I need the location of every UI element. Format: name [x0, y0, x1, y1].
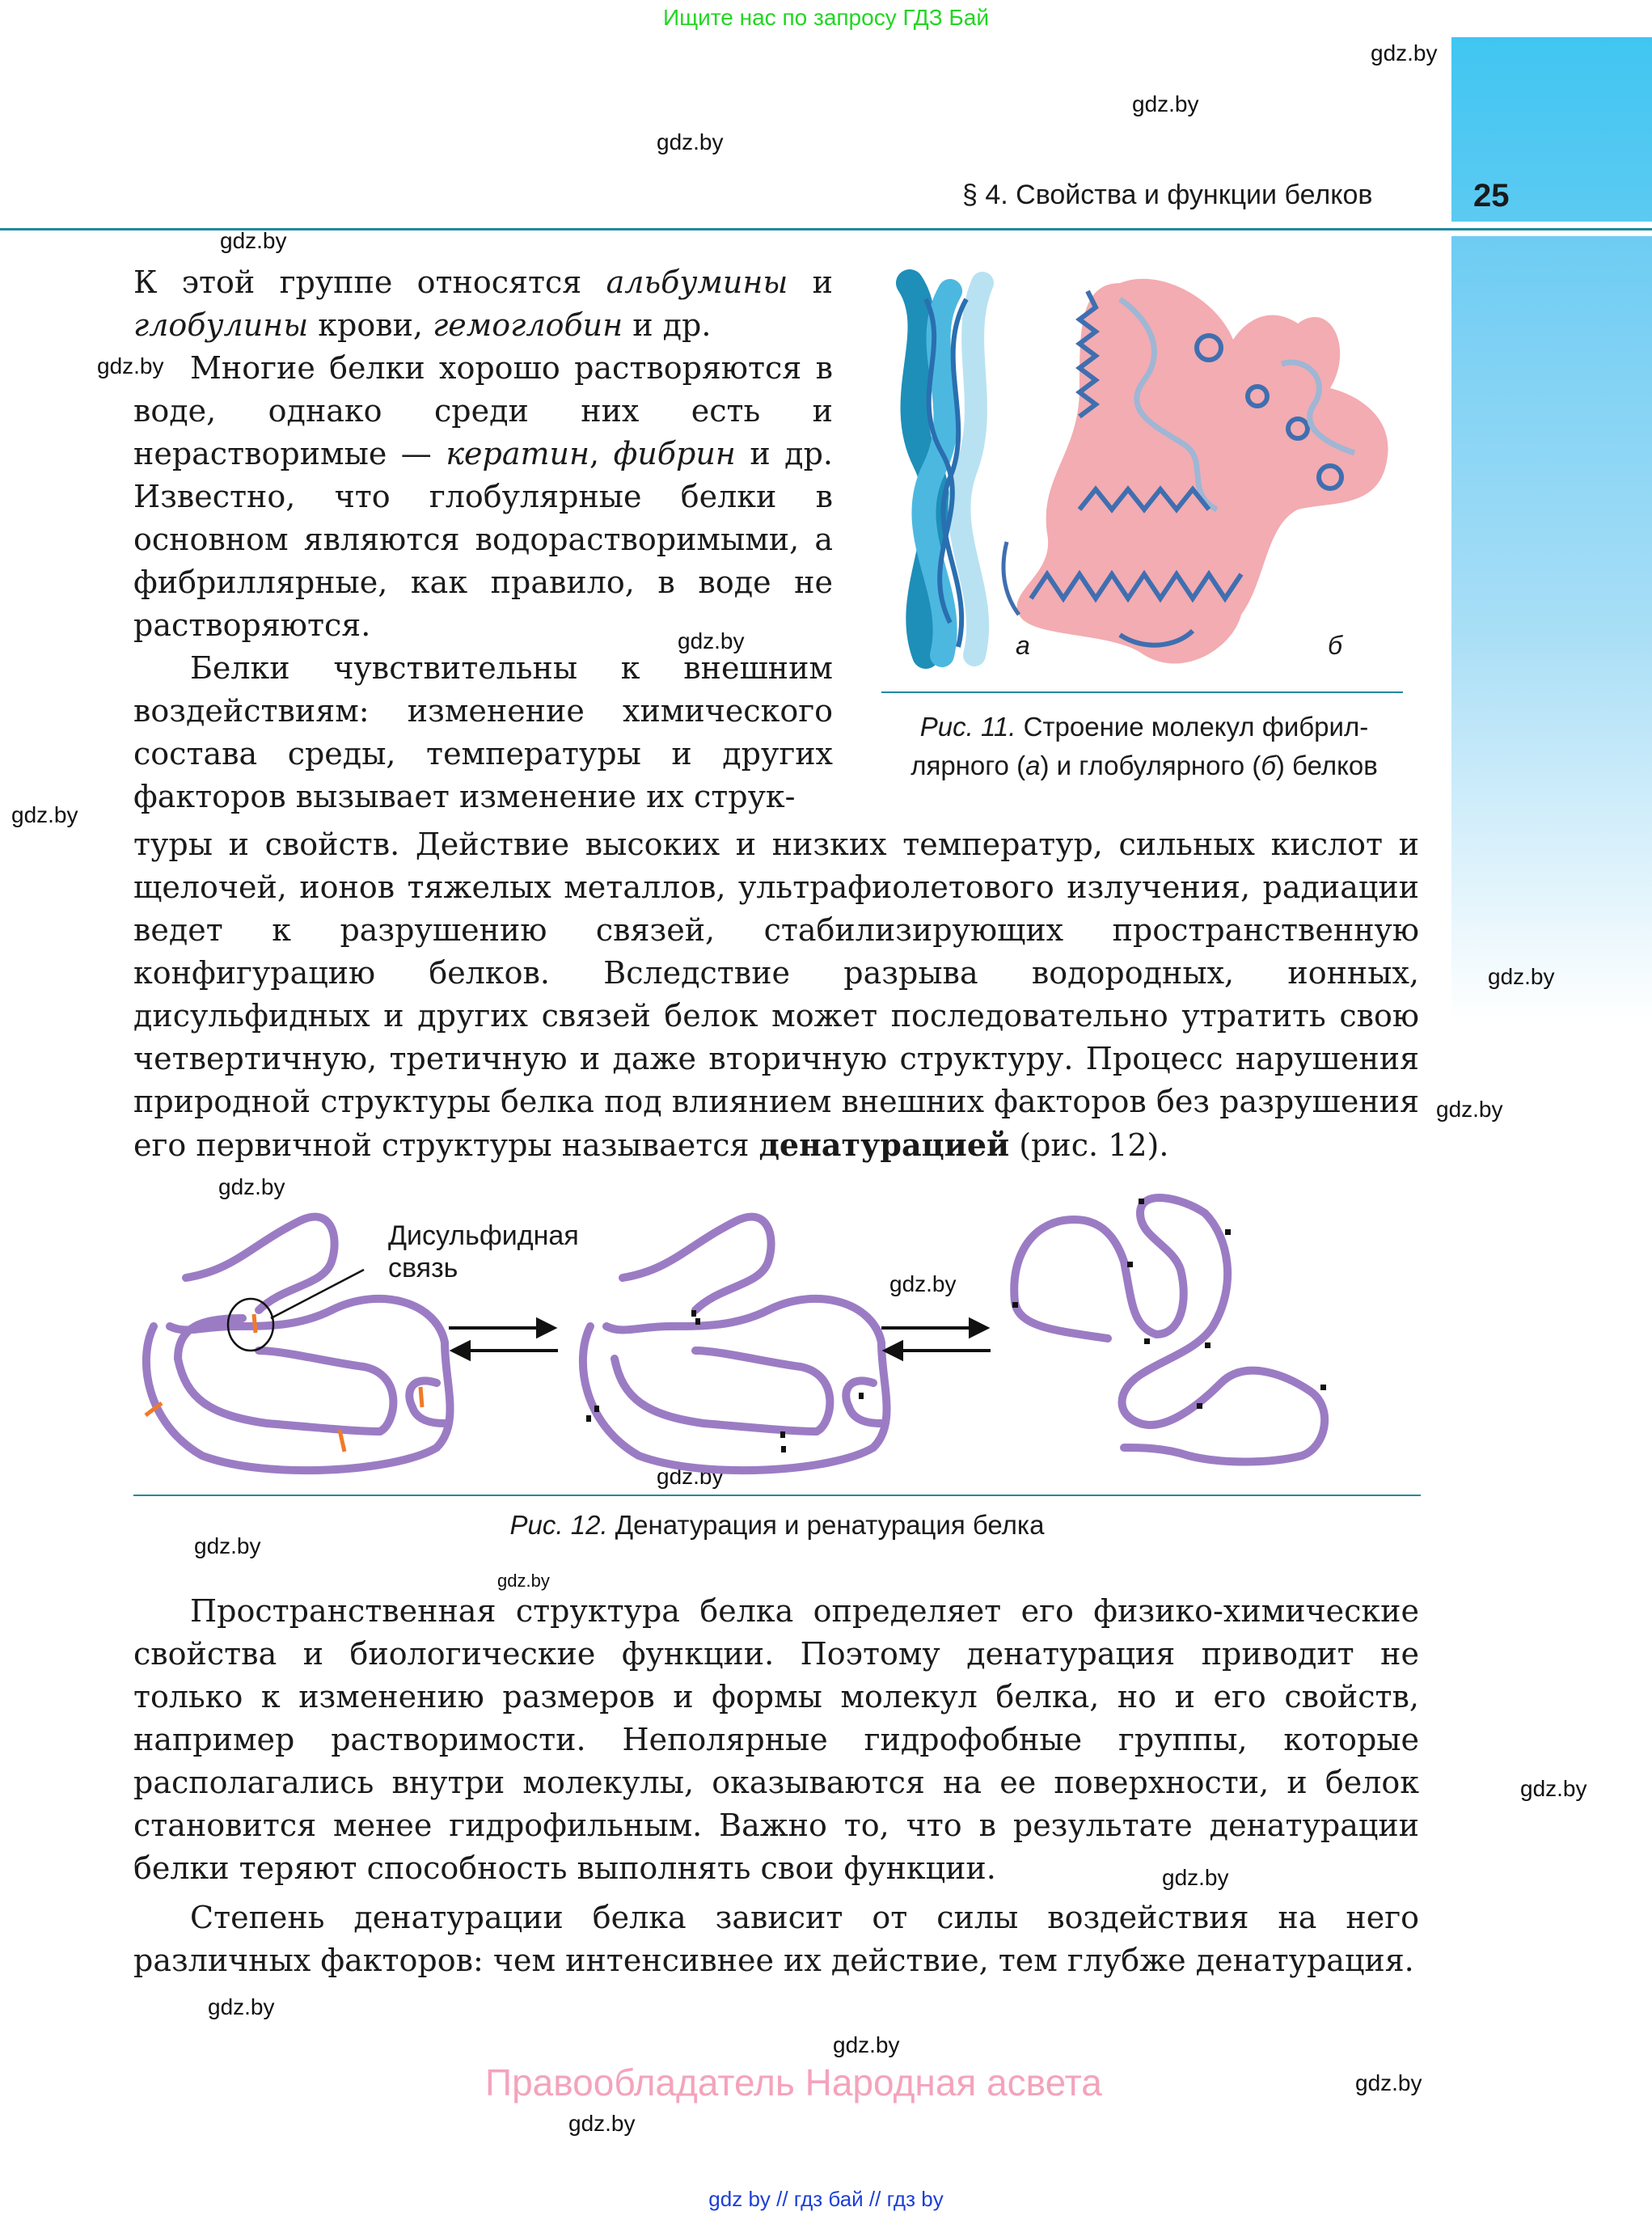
figure-11-label-b: б: [1328, 631, 1342, 660]
text-span: крови,: [308, 307, 433, 343]
watermark: gdz.by: [1520, 1776, 1587, 1801]
annotation-line: Дисульфидная: [388, 1220, 579, 1251]
text-span: К этой группе относятся: [133, 264, 606, 300]
caption-text: Строение молекул фибрил-: [1016, 712, 1369, 742]
watermark: gdz.by: [218, 1174, 285, 1199]
watermark: gdz.by: [1162, 1865, 1229, 1890]
watermark: gdz.by: [657, 129, 724, 154]
caption-b: б: [1261, 750, 1276, 780]
annotation-line: связь: [388, 1253, 458, 1283]
equilibrium-arrows-2: [881, 1320, 991, 1359]
watermark: gdz.by: [220, 228, 287, 253]
watermark: gdz.by: [1355, 2070, 1422, 2095]
term-albumins: альбумины: [606, 264, 788, 300]
watermark: gdz.by: [194, 1533, 261, 1558]
footer-links[interactable]: gdz by // гдз бай // гдз by: [708, 2187, 944, 2211]
term-hemoglobin: гемоглобин: [433, 307, 623, 343]
watermark: gdz.by: [97, 353, 164, 378]
body-text-narrow: [133, 261, 833, 818]
denaturation-diagram-icon: [137, 1189, 1431, 1480]
watermark: gdz.by: [657, 1464, 724, 1489]
watermark: gdz.by: [208, 1994, 275, 2019]
body-text-wide: [133, 823, 1419, 1167]
fibrillar-protein: [910, 283, 982, 655]
watermark: gdz.by: [1371, 40, 1438, 66]
watermark: gdz.by: [1436, 1097, 1503, 1122]
figure-12-rule: [133, 1495, 1421, 1496]
text-span: и др. Известно, что глобулярные белки в основном являются водорастворимыми, а фибриллярные, как правило, в воде не растворяются.: [133, 436, 833, 643]
term-fibrin: фибрин: [613, 436, 736, 471]
watermark: gdz.by: [833, 2032, 900, 2057]
paragraph: [133, 261, 833, 347]
denatured-protein: [1014, 1198, 1325, 1461]
paragraph: [133, 823, 1419, 1167]
caption-a: а: [1025, 750, 1041, 780]
text-span: и: [788, 264, 833, 300]
figure-11-caption: [873, 708, 1415, 785]
figure-11-label-a: а: [1016, 631, 1030, 660]
watermark: gdz.by: [889, 1271, 957, 1296]
text-span: ,: [589, 436, 614, 471]
top-search-banner: Ищите нас по запросу ГДЗ Бай: [662, 5, 990, 30]
text-span: (рис. 12).: [1009, 1127, 1169, 1163]
text-span: туры и свойств. Действие высоких и низких температур, сильных кислот и щелочей, ионов тяжелых металлов, ультрафиолетового излучения, радиации ведет к разрушению связей, стабилизирующих пространственную конфигурацию белков. Вследствие разрыва водородных, ионных, дисульфидных и других связей белок может последовательно утратить свою четвертичную, третичную и даже вторичную структуру. Процесс нарушения природной структуры белка под влиянием внешних факторов без разрушения его первичной структуры называется: [133, 827, 1419, 1163]
fibrillar-globular-proteins-icon: [877, 267, 1427, 687]
paragraph: Белки чувствительны к внешним воздействиям: изменение химического состава среды, температуры и других факторов вызывает изменение их струк-: [133, 650, 833, 814]
text-span: Многие белки хорошо растворяются в воде, однако среди них есть и нерастворимые —: [133, 350, 833, 471]
term-denaturation: денатурацией: [758, 1127, 1010, 1163]
watermark: gdz.by: [11, 802, 78, 827]
intermediate-protein: [583, 1217, 887, 1470]
watermark: gdz.by: [678, 628, 745, 653]
figure-11-rule: [881, 691, 1403, 693]
term-globulins: глобулины: [133, 307, 309, 343]
caption-prefix: Рис. 12.: [509, 1510, 608, 1540]
caption-line: [873, 746, 1415, 785]
term-keratin: кератин: [446, 436, 590, 471]
page-number: 25: [1473, 178, 1510, 214]
caption-text: ) белков: [1275, 750, 1378, 780]
figure-12-caption: [133, 1506, 1421, 1545]
globular-protein: [1003, 279, 1388, 664]
text-span: и др.: [623, 307, 712, 343]
copyright-notice: Правообладатель Народная асвета: [485, 2061, 1102, 2103]
caption-line: [873, 708, 1415, 746]
side-gradient-bar: [1451, 236, 1652, 1021]
caption-text: Денатурация и ренатурация белка: [607, 1510, 1045, 1540]
paragraph: [133, 347, 833, 647]
figure-11-illustration: [877, 267, 1427, 687]
caption-text: лярного (: [911, 750, 1026, 780]
caption-prefix: Рис. 11.: [919, 712, 1016, 742]
watermark: gdz.by: [1132, 91, 1199, 116]
watermark: gdz.by: [497, 1571, 550, 1591]
figure-12-illustration: [137, 1189, 1431, 1480]
caption-text: ) и глобулярного (: [1040, 750, 1261, 780]
paragraph: Пространственная структура белка определяет его физико-химические свойства и биологические функции. Поэтому денатурация приводит не только к изменению размеров и формы молекул белка, но и его свойств, например растворимости. Неполярные гидрофобные группы, которые располагались внутри молекулы, оказываются на ее поверхности, и белок становится менее гидрофильным. Важно то, что в результате денатурации белки теряют способность выполнять свои функции.: [133, 1593, 1419, 1886]
watermark: gdz.by: [568, 2111, 636, 2136]
disulfide-bond-annotation: [388, 1220, 579, 1284]
section-title: § 4. Свойства и функции белков: [962, 180, 1373, 210]
watermark: gdz.by: [1488, 964, 1555, 989]
body-text-lower: [133, 1590, 1419, 1982]
equilibrium-arrows-1: [449, 1320, 558, 1359]
paragraph: Степень денатурации белка зависит от силы воздействия на него различных факторов: чем интенсивнее их действие, тем глубже денатурация.: [133, 1900, 1419, 1978]
